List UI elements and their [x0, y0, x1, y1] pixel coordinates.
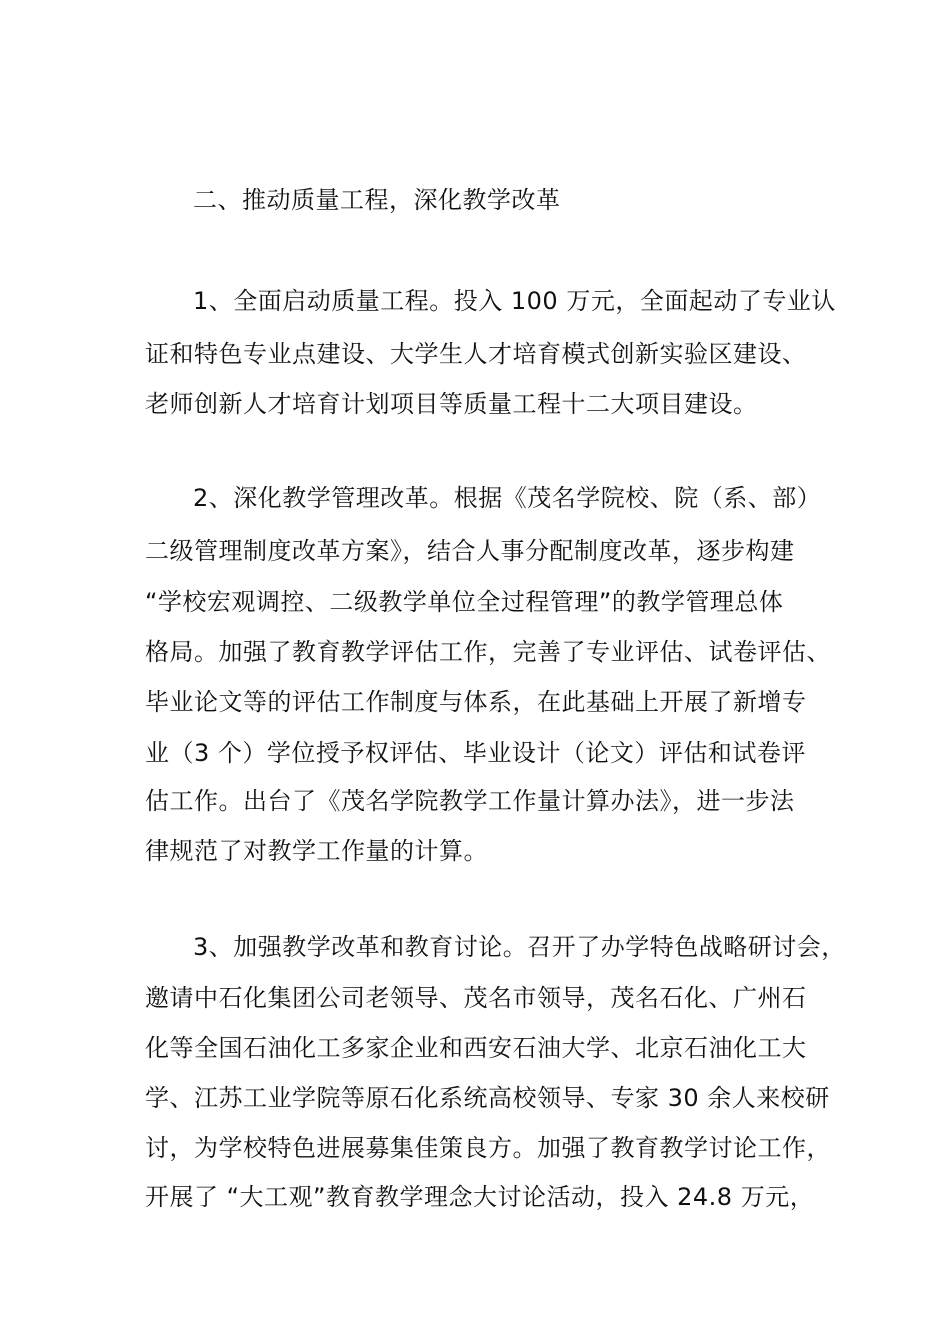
paragraph-1-line-2: 证和特色专业点建设、大学生人才培育模式创新实验区建设、	[145, 340, 807, 368]
paragraph-2-line-8: 律规范了对教学工作量的计算。	[145, 837, 488, 865]
paragraph-3-line-4: 学、江苏工业学院等原石化系统高校领导、专家 30 余人来校研	[145, 1084, 830, 1112]
paragraph-2-line-5: 毕业论文等的评估工作制度与体系，在此基础上开展了新增专	[145, 688, 807, 716]
paragraph-3-line-1: 3、加强教学改革和教育讨论。召开了办学特色战略研讨会，	[193, 933, 846, 961]
paragraph-2-line-2: 二级管理制度改革方案》，结合人事分配制度改革，逐步构建	[145, 537, 795, 565]
paragraph-3-line-2: 邀请中石化集团公司老领导、茂名市领导，茂名石化、广州石	[145, 984, 807, 1012]
paragraph-3-line-6: 开展了 “大工观”教育教学理念大讨论活动，投入 24.8 万元，	[145, 1183, 815, 1211]
paragraph-2-line-6: 业（3 个）学位授予权评估、毕业设计（论文）评估和试卷评	[145, 739, 806, 767]
paragraph-2-line-7: 估工作。出台了《茂名学院教学工作量计算办法》，进一步法	[145, 787, 795, 815]
paragraph-2-line-3: “学校宏观调控、二级教学单位全过程管理”的教学管理总体	[145, 588, 784, 616]
section-heading: 二、推动质量工程，深化教学改革	[193, 186, 561, 214]
paragraph-1-line-1: 1、全面启动质量工程。投入 100 万元，全面起动了专业认	[193, 287, 836, 315]
paragraph-3-line-3: 化等全国石油化工多家企业和西安石油大学、北京石油化工大	[145, 1034, 807, 1062]
paragraph-2-line-4: 格局。加强了教育教学评估工作，完善了专业评估、试卷评估、	[145, 638, 831, 666]
paragraph-2-line-1: 2、深化教学管理改革。根据《茂名学院校、院（系、部）	[193, 484, 822, 512]
paragraph-1-line-3: 老师创新人才培育计划项目等质量工程十二大项目建设。	[145, 390, 758, 418]
paragraph-3-line-5: 讨，为学校特色进展募集佳策良方。加强了教育教学讨论工作，	[145, 1134, 831, 1162]
